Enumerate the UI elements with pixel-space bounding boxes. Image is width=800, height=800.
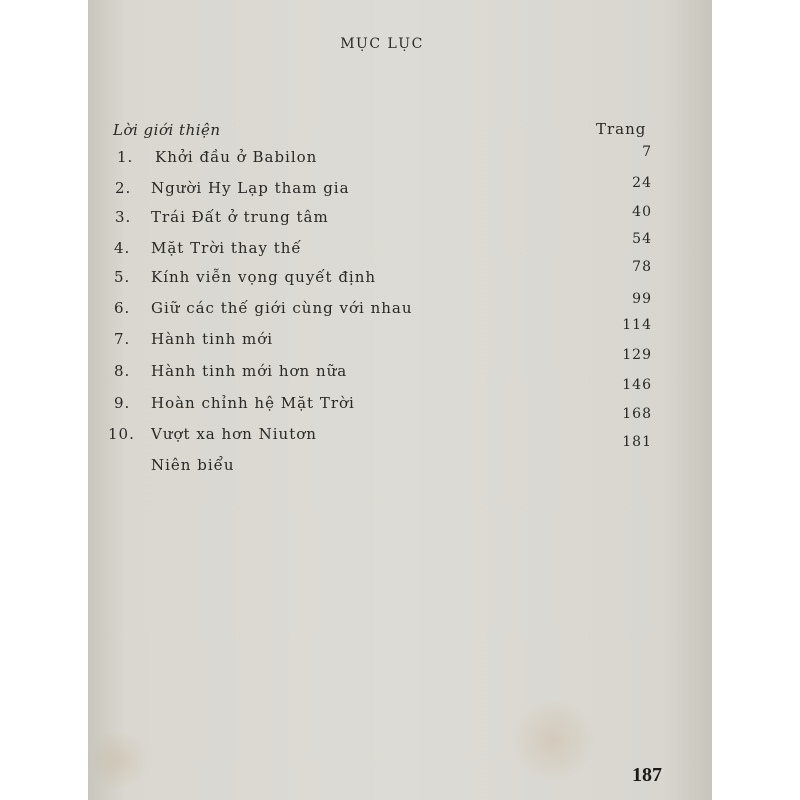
toc-entry-page: 146	[622, 377, 652, 393]
toc-entry-title: Niên biểu	[151, 456, 235, 474]
toc-entry-page: 129	[622, 347, 652, 363]
toc-entry-number: 4.	[114, 239, 131, 257]
toc-entry-number: 1.	[117, 148, 134, 166]
toc-entry-number: 3.	[115, 208, 132, 226]
paper-stain	[88, 730, 148, 790]
toc-entry-page: 114	[622, 317, 652, 333]
toc-entry-page: 168	[622, 406, 652, 422]
toc-entry-page: 24	[632, 175, 652, 191]
toc-entry-page: 7	[642, 144, 652, 160]
toc-entry-number: 9.	[114, 394, 131, 412]
toc-entry-title: Hành tinh mới hơn nữa	[151, 362, 348, 380]
toc-entry-page: 78	[632, 259, 652, 275]
toc-entry-number: 6.	[114, 299, 131, 317]
page-column-header: Trang	[596, 120, 647, 138]
toc-entry-title: Người Hy Lạp tham gia	[151, 179, 350, 197]
toc-entry-number: 7.	[114, 330, 131, 348]
toc-entry-page: 181	[622, 434, 652, 450]
toc-entry-title: Giữ các thế giới cùng với nhau	[151, 299, 413, 317]
toc-entry-page: 99	[632, 291, 652, 307]
toc-entry-title: Trái Đất ở trung tâm	[151, 208, 329, 226]
toc-entry-number: 10.	[108, 425, 135, 443]
toc-entry-title: Kính viễn vọng quyết định	[151, 268, 377, 286]
toc-entry-number: 2.	[115, 179, 132, 197]
toc-entry-page: 40	[632, 204, 652, 220]
toc-entry-title: Hoàn chỉnh hệ Mặt Trời	[151, 394, 355, 412]
toc-entry-number: 8.	[114, 362, 131, 380]
introduction-entry: Lời giới thiện	[113, 121, 221, 139]
toc-title: MỤC LỤC	[340, 36, 424, 52]
page-number: 187	[632, 764, 662, 786]
toc-entry-title: Mặt Trời thay thế	[151, 239, 302, 257]
toc-entry-title: Khởi đầu ở Babilon	[155, 148, 318, 166]
toc-entry-title: Vượt xa hơn Niutơn	[151, 425, 317, 443]
toc-entry-number: 5.	[114, 268, 131, 286]
toc-entry-page: 54	[632, 231, 652, 247]
toc-entry-title: Hành tinh mới	[151, 330, 274, 348]
paper-stain	[508, 700, 598, 780]
